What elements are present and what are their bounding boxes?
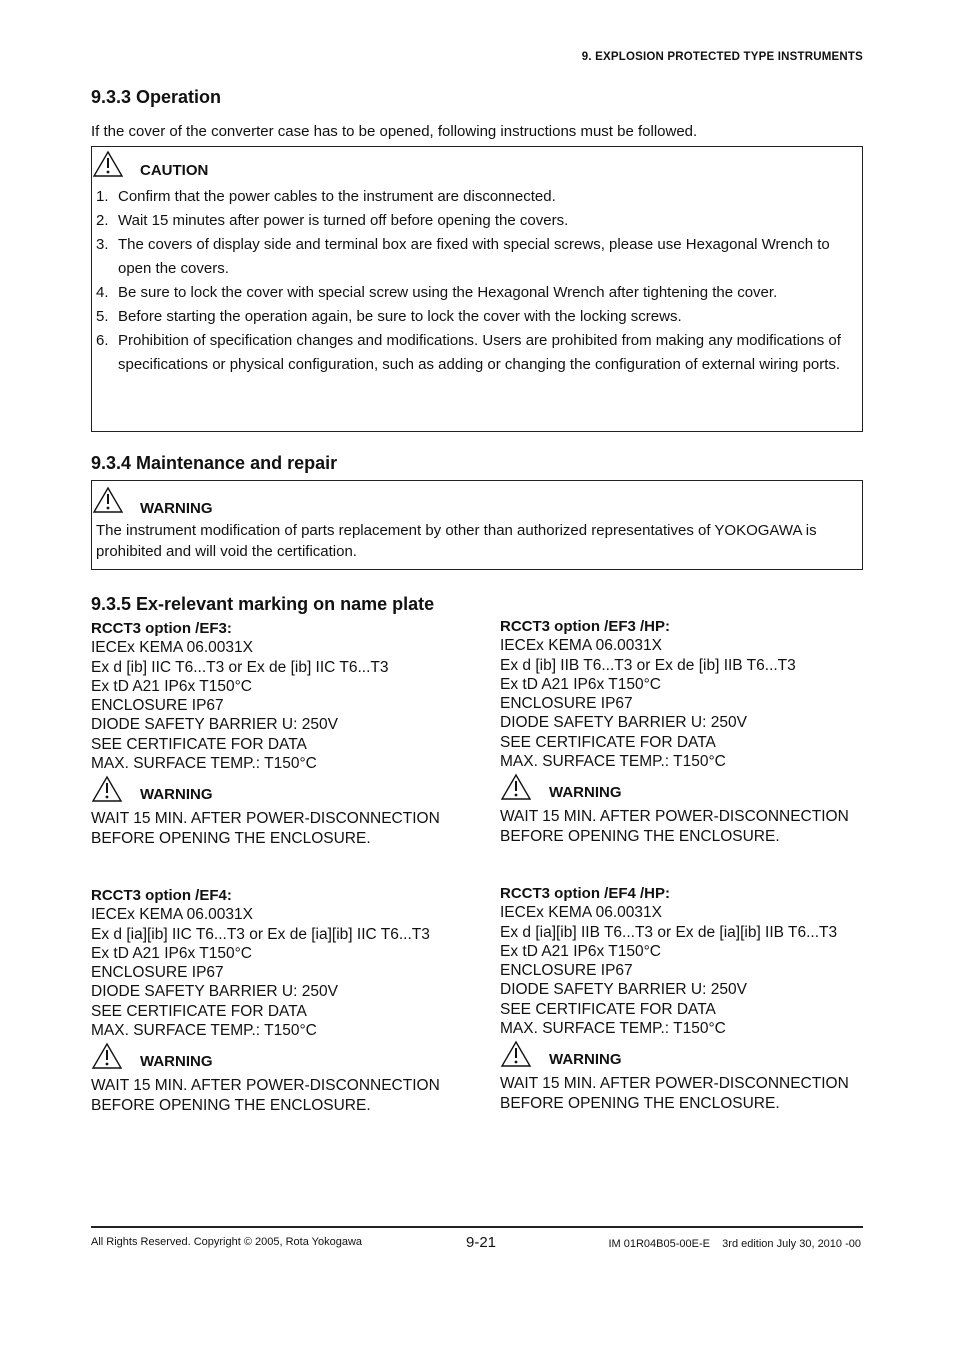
plate-line: Ex tD A21 IP6x T150°C (91, 944, 252, 962)
name-plate-ef4 (91, 886, 471, 1115)
plate-line: IECEx KEMA 06.0031X (91, 906, 253, 924)
plate-line: DIODE SAFETY BARRIER U: 250V (91, 716, 338, 734)
section-heading-maintenance: 9.3.4 Maintenance and repair (91, 453, 338, 473)
warning-line: WAIT 15 MIN. AFTER POWER-DISCONNECTION (500, 1075, 849, 1093)
plate-line: DIODE SAFETY BARRIER U: 250V (500, 981, 747, 999)
caution-title: CAUTION (140, 162, 209, 179)
plate-line: MAX. SURFACE TEMP.: T150°C (91, 755, 317, 773)
plate-line: MAX. SURFACE TEMP.: T150°C (500, 1020, 726, 1038)
plate-line: MAX. SURFACE TEMP.: T150°C (500, 753, 726, 771)
footer-copyright: All Rights Reserved. Copyright © 2005, Rota Yokogawa (91, 1236, 363, 1248)
list-item: 2. Wait 15 minutes after power is turned off before opening the covers. (96, 212, 569, 229)
warning-triangle-icon (91, 775, 123, 803)
warning-line: BEFORE OPENING THE ENCLOSURE. (500, 827, 780, 845)
operation-intro: If the cover of the converter case has to be opened, following instructions must be followed. (91, 123, 698, 140)
warning-triangle-icon (500, 773, 532, 801)
warning-triangle-icon (92, 150, 124, 178)
plate-line: ENCLOSURE IP67 (500, 695, 633, 713)
plate-option: RCCT3 option /EF4: (91, 887, 232, 904)
plate-line: ENCLOSURE IP67 (91, 964, 224, 982)
warning-line: BEFORE OPENING THE ENCLOSURE. (91, 829, 371, 847)
caution-box (91, 146, 863, 432)
plate-line: Ex tD A21 IP6x T150°C (500, 942, 661, 960)
warning-label: WARNING (549, 784, 622, 802)
list-item: 1. Confirm that the power cables to the instrument are disconnected. (96, 188, 556, 205)
warning-line: BEFORE OPENING THE ENCLOSURE. (91, 1096, 371, 1114)
plate-line: SEE CERTIFICATE FOR DATA (91, 735, 307, 753)
plate-line: Ex d [ib] IIB T6...T3 or Ex de [ib] IIB T6...T3 (500, 656, 796, 674)
warning-triangle-icon (500, 1040, 532, 1068)
caution-list (96, 185, 852, 377)
plate-line: Ex tD A21 IP6x T150°C (91, 677, 252, 695)
plate-option: RCCT3 option /EF3 /HP: (500, 618, 670, 635)
warning-line: WAIT 15 MIN. AFTER POWER-DISCONNECTION (500, 808, 849, 826)
warning-title: WARNING (140, 500, 213, 517)
list-item: 5. Before starting the operation again, be sure to lock the cover with the locking screws. (96, 308, 682, 325)
footer-divider (91, 1226, 863, 1228)
plate-option: RCCT3 option /EF4 /HP: (500, 885, 670, 902)
footer-doc-id: IM 01R04B05-00E-E 3rd edition July 30, 2010 -00 (608, 1238, 861, 1250)
plate-line: Ex d [ib] IIC T6...T3 or Ex de [ib] IIC T6...T3 (91, 658, 389, 676)
warning-text: The instrument modification of parts replacement by other than authorized representatives of YOKOGAWA is prohibited and will void the certification. (96, 522, 817, 560)
plate-option: RCCT3 option /EF3: (91, 620, 232, 637)
plate-line: SEE CERTIFICATE FOR DATA (91, 1002, 307, 1020)
plate-line: Ex d [ia][ib] IIB T6...T3 or Ex de [ia][ib] IIB T6...T3 (500, 923, 838, 941)
name-plate-ef3-hp (500, 617, 880, 846)
warning-line: BEFORE OPENING THE ENCLOSURE. (500, 1094, 780, 1112)
section-heading-operation: 9.3.3 Operation (91, 87, 222, 107)
warning-box (91, 480, 863, 570)
plate-warning (500, 1040, 880, 1074)
warning-triangle-icon (92, 486, 124, 514)
plate-line: Ex d [ia][ib] IIC T6...T3 or Ex de [ia][ib] IIC T6...T3 (91, 925, 430, 943)
warning-label: WARNING (140, 1053, 213, 1071)
plate-line: Ex tD A21 IP6x T150°C (500, 675, 661, 693)
plate-line: ENCLOSURE IP67 (91, 697, 224, 715)
plate-line: IECEx KEMA 06.0031X (91, 639, 253, 657)
plate-line: SEE CERTIFICATE FOR DATA (500, 1000, 716, 1018)
warning-label: WARNING (140, 786, 213, 804)
name-plate-ef3 (91, 619, 471, 848)
plate-line: IECEx KEMA 06.0031X (500, 904, 662, 922)
plate-warning (91, 1042, 471, 1076)
warning-line: WAIT 15 MIN. AFTER POWER-DISCONNECTION (91, 810, 440, 828)
section-heading-marking: 9.3.5 Ex-relevant marking on name plate (91, 594, 435, 614)
name-plate-ef4-hp (500, 884, 880, 1113)
plate-warning (500, 773, 880, 807)
plate-line: MAX. SURFACE TEMP.: T150°C (91, 1022, 317, 1040)
list-item: 3. The covers of display side and terminal box are fixed with special screws, please use Hexagonal Wrench to open the covers. (96, 236, 830, 277)
warning-line: WAIT 15 MIN. AFTER POWER-DISCONNECTION (91, 1077, 440, 1095)
warning-label: WARNING (549, 1051, 622, 1069)
list-item: 4. Be sure to lock the cover with special screw using the Hexagonal Wrench after tightening the cover. (96, 284, 778, 301)
warning-triangle-icon (91, 1042, 123, 1070)
chapter-header: 9. EXPLOSION PROTECTED TYPE INSTRUMENTS (581, 51, 863, 63)
list-item: 6. Prohibition of specification changes and modifications. Users are prohibited from making any modifications of specifications or physical configuration, such as adding or changing the configuration of external wiring ports. (96, 332, 841, 373)
plate-line: DIODE SAFETY BARRIER U: 250V (91, 983, 338, 1001)
plate-line: IECEx KEMA 06.0031X (500, 637, 662, 655)
plate-line: ENCLOSURE IP67 (500, 962, 633, 980)
plate-line: DIODE SAFETY BARRIER U: 250V (500, 714, 747, 732)
plate-warning (91, 775, 471, 809)
plate-line: SEE CERTIFICATE FOR DATA (500, 733, 716, 751)
page-number: 9-21 (466, 1234, 497, 1251)
